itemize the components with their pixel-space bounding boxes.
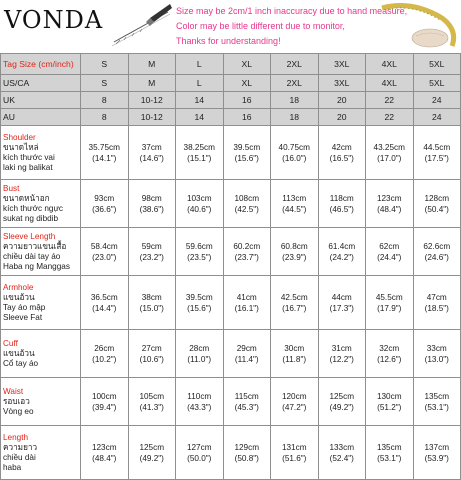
value-inch: (16.7") <box>282 303 307 313</box>
value-inch: (17.5") <box>424 153 449 163</box>
measurement-name: Length <box>3 432 29 442</box>
measurement-cell <box>128 126 176 180</box>
value-cm: 125cm <box>139 442 165 452</box>
measurement-cell <box>271 330 319 378</box>
measurement-cell <box>366 180 414 228</box>
size-cell: 22 <box>366 92 414 109</box>
measurement-cell <box>366 228 414 276</box>
measurement-cell <box>413 426 461 480</box>
value-inch: (17.3") <box>329 303 354 313</box>
measurement-cell <box>271 180 319 228</box>
value-inch: (16.0") <box>282 153 307 163</box>
measurement-cell <box>223 228 271 276</box>
size-row-label: UK <box>1 92 81 109</box>
value-inch: (51.6") <box>282 453 307 463</box>
measurement-translation: ความยาวแขนเสื้อ <box>3 241 67 251</box>
measurement-cell <box>81 126 129 180</box>
value-cm: 58.4cm <box>90 241 118 251</box>
measurement-cell <box>413 378 461 426</box>
value-cm: 110cm <box>187 391 212 401</box>
measurement-name: Cuff <box>3 338 18 348</box>
measurement-translation: Sleeve Fat <box>3 312 43 322</box>
size-cell: 8 <box>81 109 129 126</box>
size-cell: 18 <box>271 92 319 109</box>
header-cell: 5XL <box>413 54 461 75</box>
value-inch: (53.1") <box>377 453 402 463</box>
value-cm: 38.25cm <box>183 142 215 152</box>
value-cm: 137cm <box>424 442 450 452</box>
measurement-cell <box>366 378 414 426</box>
value-cm: 60.2cm <box>233 241 261 251</box>
measurement-cell <box>318 126 366 180</box>
header-cell: M <box>128 54 176 75</box>
header-cell: 3XL <box>318 54 366 75</box>
value-inch: (14.4") <box>92 303 117 313</box>
value-inch: (43.3") <box>187 402 212 412</box>
value-cm: 133cm <box>329 442 355 452</box>
header-cell: 4XL <box>366 54 414 75</box>
measurement-row <box>1 378 461 426</box>
measurement-cell <box>128 426 176 480</box>
value-cm: 44.5cm <box>423 142 451 152</box>
value-inch: (15.6") <box>187 303 212 313</box>
value-cm: 33cm <box>426 343 447 353</box>
measurement-translation: รอบเอว <box>3 396 30 406</box>
value-cm: 125cm <box>329 391 355 401</box>
value-cm: 93cm <box>94 193 115 203</box>
value-cm: 62.6cm <box>423 241 451 251</box>
value-cm: 61.4cm <box>328 241 356 251</box>
value-inch: (24.4") <box>377 252 402 262</box>
value-inch: (14.6") <box>139 153 164 163</box>
size-cell: 2XL <box>271 75 319 92</box>
measurement-cell <box>318 228 366 276</box>
size-cell: L <box>176 75 224 92</box>
value-cm: 100cm <box>91 391 117 401</box>
measurement-translation: chiều dài tay áo <box>3 251 61 261</box>
measurement-translation: haba <box>3 462 22 472</box>
value-inch: (49.2") <box>329 402 354 412</box>
value-cm: 27cm <box>141 343 162 353</box>
measurement-cell <box>271 228 319 276</box>
value-cm: 123cm <box>91 442 117 452</box>
measurement-translation: chiều dài <box>3 452 36 462</box>
value-cm: 39.5cm <box>233 142 261 152</box>
value-cm: 32cm <box>379 343 400 353</box>
measurement-label <box>1 276 81 330</box>
value-cm: 28cm <box>189 343 210 353</box>
measurement-cell <box>81 180 129 228</box>
value-cm: 41cm <box>236 292 257 302</box>
measurement-cell <box>318 180 366 228</box>
size-conversion-row <box>1 109 461 126</box>
value-cm: 62cm <box>379 241 400 251</box>
header-banner <box>0 0 460 53</box>
header-cell: S <box>81 54 129 75</box>
value-cm: 60.8cm <box>280 241 308 251</box>
measurement-translation: Tay áo mập <box>3 302 46 312</box>
header-cell: 2XL <box>271 54 319 75</box>
size-cell: 10-12 <box>128 109 176 126</box>
measurement-cell <box>81 378 129 426</box>
value-inch: (15.1") <box>187 153 212 163</box>
size-cell: XL <box>223 75 271 92</box>
value-inch: (23.2") <box>139 252 164 262</box>
value-inch: (13.0") <box>424 354 449 364</box>
size-cell: M <box>128 75 176 92</box>
note-line: Size may be 2cm/1 inch inaccuracy due to hand measure, <box>176 6 408 16</box>
measurement-translation: แขนอ้วน <box>3 348 35 358</box>
measurement-cell <box>413 330 461 378</box>
brand-logo: VONDA <box>4 6 104 34</box>
value-inch: (50.4") <box>424 204 449 214</box>
value-inch: (48.4") <box>92 453 117 463</box>
value-cm: 105cm <box>139 391 165 401</box>
table-header-row <box>1 54 461 75</box>
value-inch: (42.5") <box>234 204 259 214</box>
measurement-name: Waist <box>3 386 24 396</box>
measurement-name: Sleeve Length <box>3 231 56 241</box>
value-inch: (11.0") <box>187 354 212 364</box>
value-cm: 118cm <box>329 193 354 203</box>
measurement-cell <box>128 228 176 276</box>
value-cm: 128cm <box>424 193 450 203</box>
measurement-cell <box>128 330 176 378</box>
measurement-cell <box>271 378 319 426</box>
measurement-row <box>1 228 461 276</box>
measurement-name: Bust <box>3 183 20 193</box>
value-cm: 45.5cm <box>375 292 403 302</box>
measurement-cell <box>81 426 129 480</box>
value-inch: (24.2") <box>329 252 354 262</box>
measurement-label <box>1 228 81 276</box>
measurement-cell <box>366 330 414 378</box>
value-inch: (41.3") <box>139 402 164 412</box>
measurement-cell <box>318 276 366 330</box>
measurement-cell <box>366 276 414 330</box>
measurement-translation: kích thước vai <box>3 152 55 162</box>
measurement-translation: laki ng balikat <box>3 162 53 172</box>
measurement-translation: แขนอ้วน <box>3 292 35 302</box>
value-inch: (15.0") <box>139 303 164 313</box>
value-inch: (23.5") <box>187 252 212 262</box>
value-cm: 129cm <box>234 442 260 452</box>
value-cm: 131cm <box>281 442 307 452</box>
value-inch: (53.9") <box>424 453 449 463</box>
size-cell: S <box>81 75 129 92</box>
measurement-translation: ขนาดหน้าอก <box>3 193 50 203</box>
measurement-cell <box>318 330 366 378</box>
size-row-label: US/CA <box>1 75 81 92</box>
size-cell: 10-12 <box>128 92 176 109</box>
value-inch: (46.5") <box>329 204 354 214</box>
measurement-row <box>1 426 461 480</box>
value-inch: (12.2") <box>329 354 354 364</box>
measurement-translation: ความยาว <box>3 442 38 452</box>
size-cell: 4XL <box>366 75 414 92</box>
size-cell: 24 <box>413 109 461 126</box>
measurement-cell <box>176 228 224 276</box>
value-cm: 36.5cm <box>90 292 118 302</box>
value-inch: (49.2") <box>139 453 164 463</box>
measurement-cell <box>271 426 319 480</box>
value-cm: 35.75cm <box>88 142 120 152</box>
measurement-cell <box>413 126 461 180</box>
value-inch: (51.2") <box>377 402 402 412</box>
measurement-cell <box>223 126 271 180</box>
measurement-row <box>1 330 461 378</box>
value-inch: (52.4") <box>329 453 354 463</box>
size-conversion-row <box>1 92 461 109</box>
size-cell: 14 <box>176 92 224 109</box>
value-cm: 39.5cm <box>185 292 213 302</box>
value-inch: (50.8") <box>234 453 259 463</box>
measurement-name: Armhole <box>3 282 34 292</box>
value-inch: (38.6") <box>139 204 164 214</box>
measurement-cell <box>176 126 224 180</box>
measurement-translation: ขนาดไหล่ <box>3 142 39 152</box>
size-row-label: AU <box>1 109 81 126</box>
measurement-cell <box>223 426 271 480</box>
measurement-cell <box>81 276 129 330</box>
measurement-label <box>1 180 81 228</box>
value-cm: 108cm <box>234 193 260 203</box>
measurement-cell <box>366 426 414 480</box>
measurement-row <box>1 126 461 180</box>
value-cm: 47cm <box>426 292 447 302</box>
value-inch: (36.6") <box>92 204 117 214</box>
size-cell: 16 <box>223 92 271 109</box>
measurement-cell <box>271 276 319 330</box>
measurement-cell <box>318 426 366 480</box>
value-inch: (53.1") <box>424 402 449 412</box>
value-inch: (16.5") <box>329 153 354 163</box>
measurement-cell <box>413 180 461 228</box>
size-cell: 18 <box>271 109 319 126</box>
value-inch: (11.8") <box>282 354 307 364</box>
pen-icon <box>110 2 176 50</box>
value-cm: 26cm <box>94 343 115 353</box>
size-cell: 3XL <box>318 75 366 92</box>
value-cm: 31cm <box>331 343 352 353</box>
size-cell: 20 <box>318 92 366 109</box>
measurement-cell <box>81 228 129 276</box>
value-inch: (15.6") <box>234 153 259 163</box>
value-inch: (23.0") <box>92 252 117 262</box>
measurement-cell <box>128 276 176 330</box>
value-inch: (44.5") <box>282 204 307 214</box>
header-cell: XL <box>223 54 271 75</box>
value-cm: 42.5cm <box>280 292 308 302</box>
size-cell: 14 <box>176 109 224 126</box>
value-cm: 43.25cm <box>373 142 405 152</box>
value-cm: 135cm <box>376 442 402 452</box>
measurement-cell <box>128 180 176 228</box>
value-cm: 30cm <box>284 343 305 353</box>
size-cell: 8 <box>81 92 129 109</box>
value-inch: (40.6") <box>187 204 212 214</box>
value-cm: 42cm <box>331 142 352 152</box>
value-cm: 59cm <box>141 241 162 251</box>
measurement-cell <box>366 126 414 180</box>
measurement-translation: Haba ng Manggas <box>3 261 70 271</box>
size-chart-table <box>0 53 461 480</box>
measurement-name: Shoulder <box>3 132 36 142</box>
measurement-cell <box>223 276 271 330</box>
value-cm: 40.75cm <box>278 142 310 152</box>
size-cell: 16 <box>223 109 271 126</box>
measurement-cell <box>176 330 224 378</box>
value-inch: (48.4") <box>377 204 402 214</box>
measurement-label <box>1 126 81 180</box>
size-cell: 24 <box>413 92 461 109</box>
size-cell: 22 <box>366 109 414 126</box>
measuring-tape-icon <box>372 0 460 52</box>
measurement-label <box>1 330 81 378</box>
measurement-translation: kích thước ngực <box>3 203 64 213</box>
measurement-cell <box>176 276 224 330</box>
measurement-cell <box>413 276 461 330</box>
value-cm: 103cm <box>186 193 212 203</box>
note-line: Thanks for understanding! <box>176 36 281 46</box>
measurement-label <box>1 426 81 480</box>
value-inch: (50.0") <box>187 453 212 463</box>
value-inch: (18.5") <box>424 303 449 313</box>
measurement-translation: Cổ tay áo <box>3 358 39 368</box>
measurement-translation: sukat ng dibdib <box>3 213 59 223</box>
measurement-cell <box>318 378 366 426</box>
value-cm: 123cm <box>376 193 402 203</box>
value-inch: (12.6") <box>377 354 402 364</box>
value-cm: 98cm <box>141 193 162 203</box>
measurement-cell <box>176 426 224 480</box>
value-inch: (23.9") <box>282 252 307 262</box>
measurement-cell <box>128 378 176 426</box>
value-cm: 130cm <box>376 391 402 401</box>
header-cell: Tag Size (cm/inch) <box>1 54 81 75</box>
value-inch: (10.2") <box>92 354 117 364</box>
value-inch: (24.6") <box>424 252 449 262</box>
measurement-cell <box>176 378 224 426</box>
value-inch: (39.4") <box>92 402 117 412</box>
value-inch: (10.6") <box>139 354 164 364</box>
measurement-cell <box>223 330 271 378</box>
value-cm: 37cm <box>141 142 162 152</box>
value-inch: (45.3") <box>234 402 259 412</box>
measurement-cell <box>271 126 319 180</box>
size-cell: 20 <box>318 109 366 126</box>
value-cm: 113cm <box>282 193 307 203</box>
measurement-cell <box>413 228 461 276</box>
measurement-translation: Vòng eo <box>3 406 34 416</box>
value-inch: (16.1") <box>234 303 259 313</box>
measurement-cell <box>176 180 224 228</box>
value-inch: (17.0") <box>377 153 402 163</box>
value-cm: 127cm <box>186 442 212 452</box>
value-inch: (23.7") <box>234 252 259 262</box>
value-cm: 44cm <box>331 292 352 302</box>
value-cm: 115cm <box>234 391 259 401</box>
measurement-cell <box>223 180 271 228</box>
header-cell: L <box>176 54 224 75</box>
measurement-label <box>1 378 81 426</box>
measurement-cell <box>223 378 271 426</box>
size-conversion-row <box>1 75 461 92</box>
value-cm: 38cm <box>141 292 162 302</box>
value-inch: (47.2") <box>282 402 307 412</box>
value-cm: 59.6cm <box>185 241 213 251</box>
value-cm: 29cm <box>236 343 257 353</box>
value-inch: (17.9") <box>377 303 402 313</box>
measurement-row <box>1 180 461 228</box>
value-cm: 120cm <box>281 391 307 401</box>
note-line: Color may be little different due to monitor, <box>176 21 345 31</box>
measurement-cell <box>81 330 129 378</box>
value-inch: (11.4") <box>234 354 259 364</box>
value-cm: 135cm <box>424 391 450 401</box>
size-cell: 5XL <box>413 75 461 92</box>
measurement-row <box>1 276 461 330</box>
value-inch: (14.1") <box>92 153 117 163</box>
